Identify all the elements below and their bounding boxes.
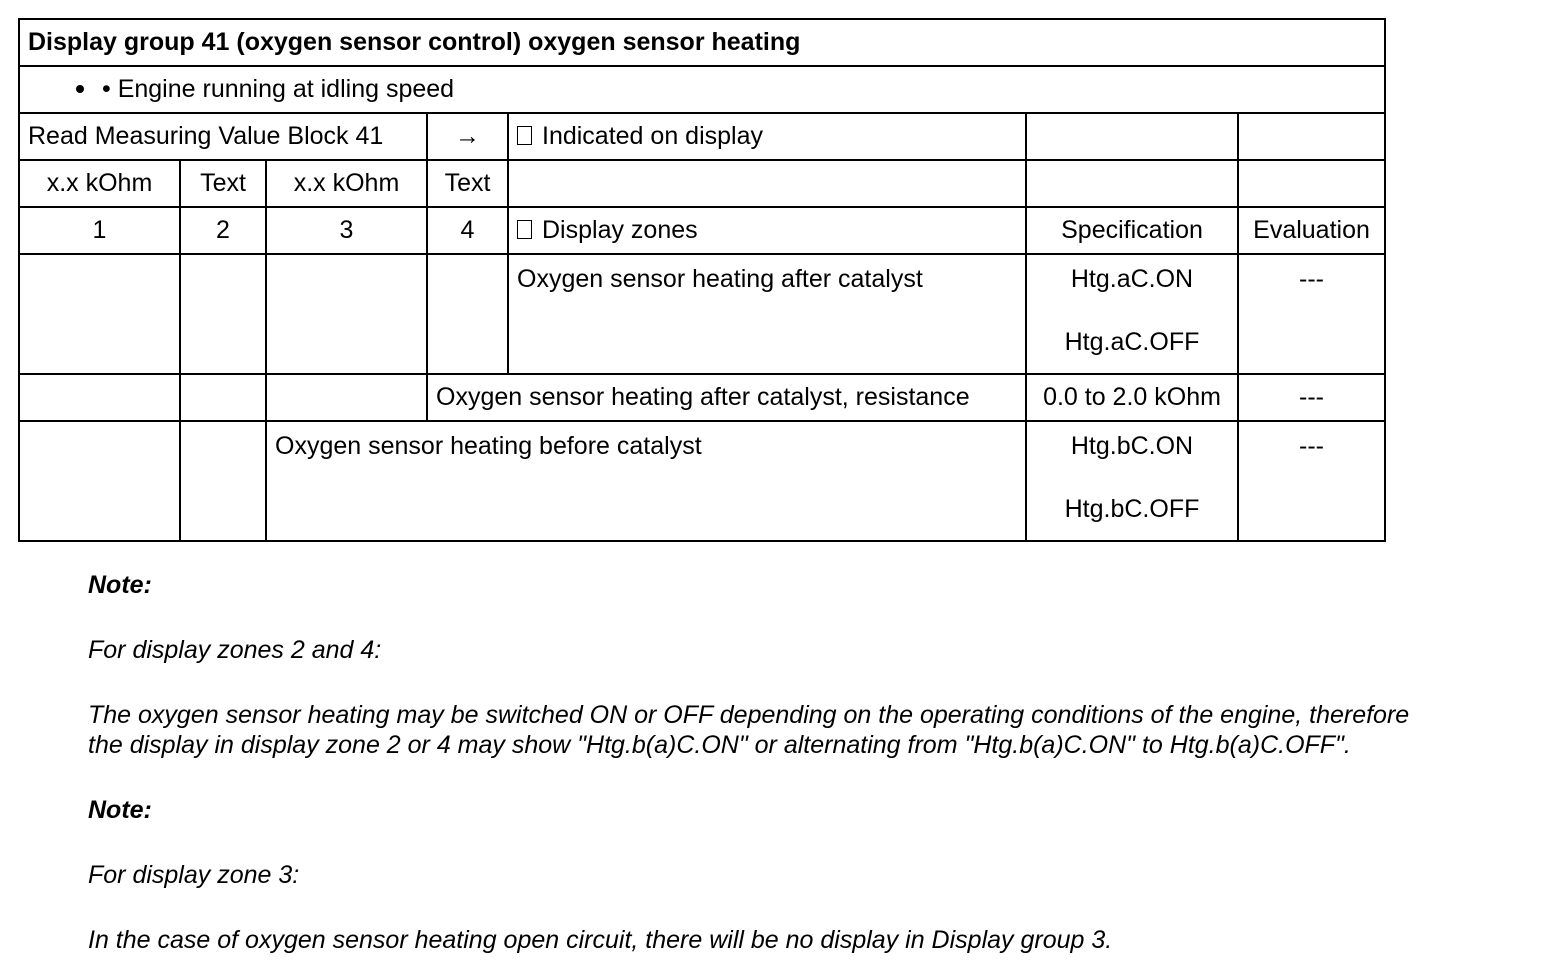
row-specification (1026, 254, 1238, 374)
zone-number-3: 3 (266, 207, 427, 254)
spec-value: Htg.bC.ON (1070, 432, 1194, 460)
note-heading: Note: (88, 796, 152, 824)
empty-cell (19, 421, 180, 541)
empty-cell (180, 421, 266, 541)
units-row (19, 160, 1385, 207)
indicated-text: Indicated on display (542, 122, 763, 151)
arrow-cell: → (427, 113, 508, 160)
empty-cell (266, 374, 427, 421)
title-row (19, 19, 1385, 66)
unit-zone-2: Text (180, 160, 266, 207)
empty-cell (1238, 113, 1385, 160)
note-line: The oxygen sensor heating may be switched ON or OFF depending on the operating conditions of the engine, therefore (88, 701, 1410, 729)
note-line: In the case of oxygen sensor heating open circuit, there will be no display in Display group 3. (88, 926, 1113, 954)
bullet-icon (76, 85, 84, 93)
row-evaluation: --- (1238, 374, 1385, 421)
note-line: For display zones 2 and 4: (88, 636, 382, 664)
empty-cell (180, 374, 266, 421)
zone-number-1: 1 (19, 207, 180, 254)
condition-row (19, 66, 1385, 113)
note-line: the display in display zone 2 or 4 may show "Htg.b(a)C.ON" or alternating from "Htg.b(a)C.ON" to Htg.b(a)C.OFF". (88, 731, 1351, 759)
display-group-table (18, 18, 1386, 542)
display-zones-cell (508, 207, 1026, 254)
condition-cell (19, 66, 1385, 113)
notes-section (88, 570, 1548, 955)
display-zones-text: Display zones (542, 216, 698, 245)
unit-zone-4: Text (427, 160, 508, 207)
row-specification (1026, 421, 1238, 541)
empty-cell (1238, 160, 1385, 207)
table-row (19, 254, 1385, 374)
zone-number-4: 4 (427, 207, 508, 254)
row-evaluation: --- (1238, 421, 1385, 541)
measuring-value-block-sheet (18, 18, 1386, 542)
spec-value: Htg.bC.OFF (1064, 494, 1200, 523)
unit-zone-3: x.x kOhm (266, 160, 427, 207)
unit-zone-1: x.x kOhm (19, 160, 180, 207)
checkbox-icon (517, 220, 532, 239)
checkbox-icon (517, 126, 532, 145)
spec-value: Htg.aC.ON (1070, 265, 1194, 293)
evaluation-header: Evaluation (1238, 207, 1385, 254)
condition-text: • Engine running at idling speed (102, 75, 455, 104)
table-title: Display group 41 (oxygen sensor control) oxygen sensor heating (19, 19, 1385, 66)
table-row (19, 374, 1385, 421)
table-row (19, 421, 1385, 541)
row-description: Oxygen sensor heating after catalyst, resistance (427, 374, 1026, 421)
spec-value: Htg.aC.OFF (1064, 327, 1200, 356)
empty-cell (266, 254, 427, 374)
empty-cell (508, 160, 1026, 207)
empty-cell (1026, 113, 1238, 160)
row-description: Oxygen sensor heating before catalyst (266, 421, 1026, 541)
read-block-label: Read Measuring Value Block 41 (19, 113, 427, 160)
empty-cell (19, 254, 180, 374)
zone-number-2: 2 (180, 207, 266, 254)
empty-cell (427, 254, 508, 374)
zones-header-row (19, 207, 1385, 254)
empty-cell (19, 374, 180, 421)
note-line: For display zone 3: (88, 861, 300, 889)
empty-cell (1026, 160, 1238, 207)
specification-header: Specification (1026, 207, 1238, 254)
row-description: Oxygen sensor heating after catalyst (508, 254, 1026, 374)
read-block-row (19, 113, 1385, 160)
row-evaluation: --- (1238, 254, 1385, 374)
empty-cell (180, 254, 266, 374)
row-specification: 0.0 to 2.0 kOhm (1026, 374, 1238, 421)
indicated-cell (508, 113, 1026, 160)
note-heading: Note: (88, 571, 152, 599)
